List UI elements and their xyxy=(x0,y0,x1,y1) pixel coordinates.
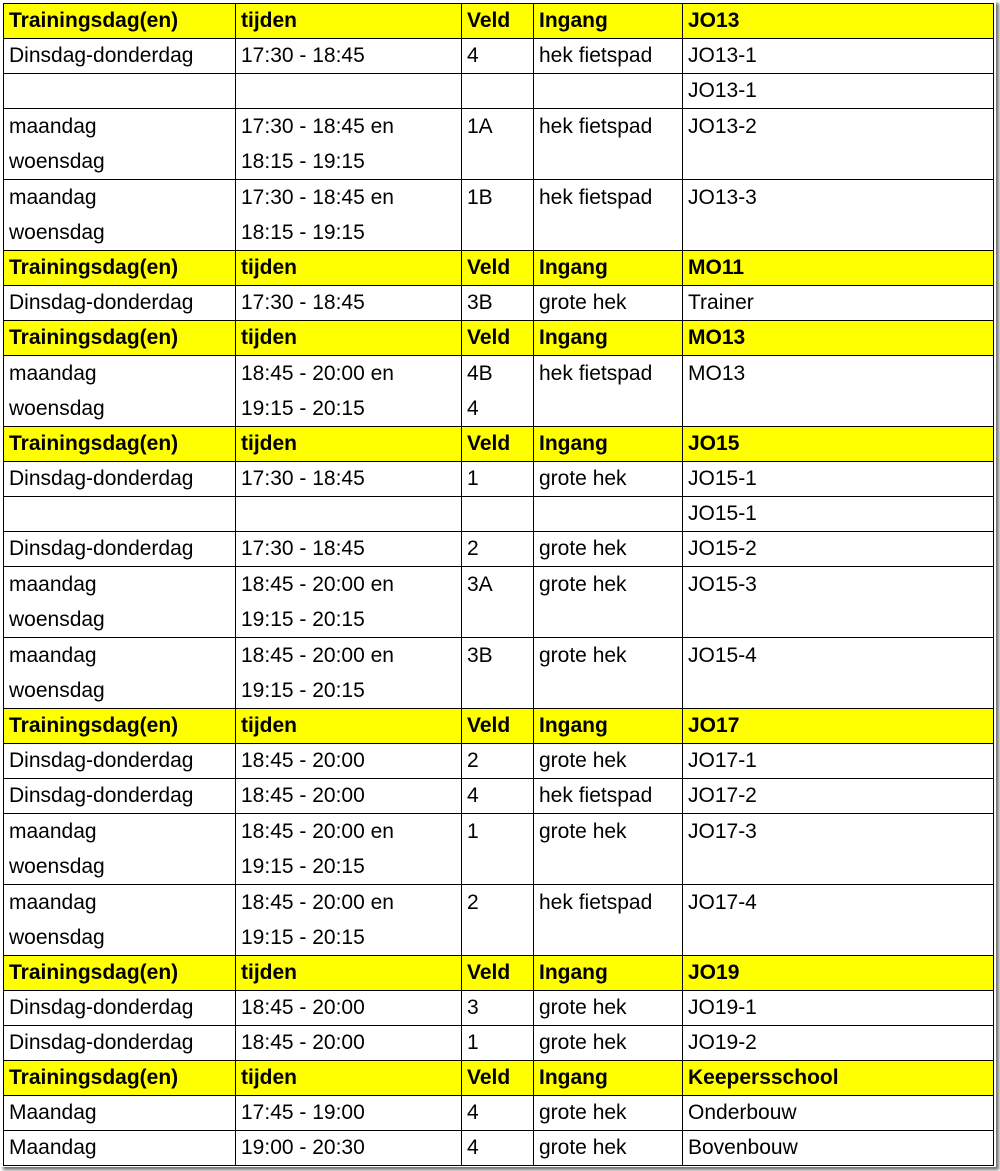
header-cell-trainingsdagen: Trainingsdag(en) xyxy=(4,709,236,744)
cell-tijden xyxy=(236,885,462,956)
cell-veld: 2 xyxy=(462,744,534,779)
cell-tijden xyxy=(236,180,462,251)
cell-line: 17:30 - 18:45 en xyxy=(241,115,394,138)
cell-line-empty xyxy=(539,602,677,637)
header-cell-trainingsdagen: Trainingsdag(en) xyxy=(4,4,236,39)
cell-line: woensdag xyxy=(9,679,105,702)
schedule-body xyxy=(4,4,994,1166)
cell-ingang xyxy=(534,885,683,956)
header-cell-trainingsdagen: Trainingsdag(en) xyxy=(4,956,236,991)
table-row xyxy=(4,180,994,251)
cell-ingang xyxy=(534,74,683,109)
cell-ingang: hek fietspad xyxy=(534,39,683,74)
table-row xyxy=(4,638,994,709)
cell-veld xyxy=(462,638,534,709)
cell-line-empty xyxy=(688,144,988,179)
cell-veld: 3 xyxy=(462,991,534,1026)
cell-ingang: grote hek xyxy=(534,744,683,779)
cell-line: 1B xyxy=(467,186,493,209)
table-row xyxy=(4,497,994,532)
cell-veld xyxy=(462,180,534,251)
cell-veld: 4 xyxy=(462,779,534,814)
cell-line-empty xyxy=(688,215,988,250)
section-header-row xyxy=(4,251,994,286)
cell-team xyxy=(683,638,994,709)
header-cell-team: JO17 xyxy=(683,709,994,744)
cell-line: 18:45 - 20:00 en xyxy=(241,891,394,914)
cell-team: JO17-1 xyxy=(683,744,994,779)
cell-trainingsdagen: Dinsdag-donderdag xyxy=(4,744,236,779)
table-row xyxy=(4,109,994,180)
cell-line: hek fietspad xyxy=(539,891,653,914)
cell-line: grote hek xyxy=(539,573,627,596)
cell-line: 4B xyxy=(467,362,493,385)
cell-line: 19:15 - 20:15 xyxy=(241,855,365,878)
header-cell-ingang: Ingang xyxy=(534,427,683,462)
cell-tijden: 18:45 - 20:00 xyxy=(236,991,462,1026)
cell-tijden: 18:45 - 20:00 xyxy=(236,744,462,779)
cell-trainingsdagen: Dinsdag-donderdag xyxy=(4,39,236,74)
cell-line: 18:45 - 20:00 en xyxy=(241,573,394,596)
section-header-row xyxy=(4,427,994,462)
cell-veld: 1 xyxy=(462,462,534,497)
header-cell-tijden: tijden xyxy=(236,427,462,462)
header-cell-veld: Veld xyxy=(462,4,534,39)
header-cell-trainingsdagen: Trainingsdag(en) xyxy=(4,1061,236,1096)
cell-line-empty xyxy=(467,144,528,179)
cell-line: hek fietspad xyxy=(539,362,653,385)
cell-line: 18:15 - 19:15 xyxy=(241,150,365,173)
cell-line-empty xyxy=(467,673,528,708)
table-row xyxy=(4,462,994,497)
cell-team: Bovenbouw xyxy=(683,1131,994,1166)
cell-team: Onderbouw xyxy=(683,1096,994,1131)
cell-line-empty xyxy=(467,920,528,955)
cell-veld: 2 xyxy=(462,532,534,567)
table-row xyxy=(4,286,994,321)
cell-team: JO17-2 xyxy=(683,779,994,814)
cell-ingang xyxy=(534,814,683,885)
table-row xyxy=(4,1096,994,1131)
cell-trainingsdagen xyxy=(4,567,236,638)
header-cell-team: JO19 xyxy=(683,956,994,991)
cell-veld: 4 xyxy=(462,39,534,74)
header-cell-tijden: tijden xyxy=(236,709,462,744)
table-row xyxy=(4,356,994,427)
cell-trainingsdagen xyxy=(4,109,236,180)
cell-veld xyxy=(462,74,534,109)
table-row xyxy=(4,885,994,956)
cell-line: 17:30 - 18:45 en xyxy=(241,186,394,209)
header-cell-veld: Veld xyxy=(462,427,534,462)
cell-tijden: 17:30 - 18:45 xyxy=(236,286,462,321)
cell-line-empty xyxy=(467,215,528,250)
cell-team: JO15-1 xyxy=(683,462,994,497)
cell-line: maandag xyxy=(9,573,97,596)
cell-ingang: grote hek xyxy=(534,286,683,321)
header-cell-trainingsdagen: Trainingsdag(en) xyxy=(4,427,236,462)
cell-ingang: grote hek xyxy=(534,1096,683,1131)
cell-line-empty xyxy=(539,391,677,426)
cell-line: 3A xyxy=(467,573,493,596)
cell-trainingsdagen xyxy=(4,74,236,109)
cell-trainingsdagen: Maandag xyxy=(4,1096,236,1131)
cell-line: woensdag xyxy=(9,608,105,631)
cell-team xyxy=(683,814,994,885)
cell-line: JO13-2 xyxy=(688,115,757,138)
cell-line: woensdag xyxy=(9,221,105,244)
header-cell-team: MO13 xyxy=(683,321,994,356)
cell-ingang: grote hek xyxy=(534,991,683,1026)
cell-tijden xyxy=(236,356,462,427)
section-header-row xyxy=(4,709,994,744)
header-cell-ingang: Ingang xyxy=(534,709,683,744)
cell-tijden xyxy=(236,814,462,885)
section-header-row xyxy=(4,1061,994,1096)
cell-ingang xyxy=(534,497,683,532)
cell-trainingsdagen xyxy=(4,814,236,885)
cell-veld xyxy=(462,356,534,427)
cell-trainingsdagen: Dinsdag-donderdag xyxy=(4,286,236,321)
cell-line: grote hek xyxy=(539,820,627,843)
cell-line-empty xyxy=(688,602,988,637)
cell-trainingsdagen xyxy=(4,180,236,251)
cell-tijden xyxy=(236,567,462,638)
header-cell-veld: Veld xyxy=(462,251,534,286)
table-row xyxy=(4,39,994,74)
cell-veld xyxy=(462,109,534,180)
cell-line: 1A xyxy=(467,115,493,138)
cell-ingang: grote hek xyxy=(534,462,683,497)
cell-line: 18:45 - 20:00 en xyxy=(241,644,394,667)
cell-team xyxy=(683,109,994,180)
table-row xyxy=(4,532,994,567)
cell-ingang: grote hek xyxy=(534,1131,683,1166)
header-cell-ingang: Ingang xyxy=(534,321,683,356)
cell-tijden: 17:45 - 19:00 xyxy=(236,1096,462,1131)
cell-line: maandag xyxy=(9,115,97,138)
cell-line: JO13-3 xyxy=(688,186,757,209)
cell-tijden: 17:30 - 18:45 xyxy=(236,462,462,497)
cell-line: 19:15 - 20:15 xyxy=(241,679,365,702)
table-row xyxy=(4,1131,994,1166)
cell-tijden xyxy=(236,497,462,532)
cell-line: 2 xyxy=(467,891,479,914)
cell-line: JO15-3 xyxy=(688,573,757,596)
cell-line: JO17-3 xyxy=(688,820,757,843)
cell-line-empty xyxy=(539,920,677,955)
header-cell-tijden: tijden xyxy=(236,956,462,991)
cell-veld xyxy=(462,567,534,638)
header-cell-ingang: Ingang xyxy=(534,251,683,286)
table-row xyxy=(4,779,994,814)
cell-ingang xyxy=(534,356,683,427)
cell-line: 19:15 - 20:15 xyxy=(241,926,365,949)
cell-line: JO17-4 xyxy=(688,891,757,914)
table-row xyxy=(4,1026,994,1061)
cell-tijden: 18:45 - 20:00 xyxy=(236,779,462,814)
section-header-row xyxy=(4,956,994,991)
cell-tijden xyxy=(236,109,462,180)
header-cell-team: Keepersschool xyxy=(683,1061,994,1096)
cell-line: woensdag xyxy=(9,926,105,949)
cell-veld xyxy=(462,814,534,885)
section-header-row xyxy=(4,4,994,39)
header-cell-team: MO11 xyxy=(683,251,994,286)
cell-team: JO15-2 xyxy=(683,532,994,567)
cell-trainingsdagen: Dinsdag-donderdag xyxy=(4,779,236,814)
cell-line: maandag xyxy=(9,186,97,209)
cell-line: 3B xyxy=(467,644,493,667)
cell-line: maandag xyxy=(9,644,97,667)
cell-veld: 1 xyxy=(462,1026,534,1061)
cell-tijden: 17:30 - 18:45 xyxy=(236,39,462,74)
cell-tijden: 19:00 - 20:30 xyxy=(236,1131,462,1166)
table-row xyxy=(4,991,994,1026)
cell-tijden: 18:45 - 20:00 xyxy=(236,1026,462,1061)
cell-line-empty xyxy=(688,920,988,955)
cell-trainingsdagen xyxy=(4,638,236,709)
cell-ingang: hek fietspad xyxy=(534,779,683,814)
cell-team: JO19-1 xyxy=(683,991,994,1026)
header-cell-ingang: Ingang xyxy=(534,4,683,39)
cell-line: maandag xyxy=(9,891,97,914)
header-cell-veld: Veld xyxy=(462,956,534,991)
cell-ingang xyxy=(534,638,683,709)
header-cell-team: JO15 xyxy=(683,427,994,462)
cell-line: maandag xyxy=(9,362,97,385)
training-schedule-table xyxy=(3,3,994,1166)
cell-line: woensdag xyxy=(9,855,105,878)
cell-line: woensdag xyxy=(9,397,105,420)
cell-line: 1 xyxy=(467,820,479,843)
cell-line-empty xyxy=(688,849,988,884)
cell-veld xyxy=(462,885,534,956)
cell-line: hek fietspad xyxy=(539,115,653,138)
header-cell-tijden: tijden xyxy=(236,251,462,286)
header-cell-trainingsdagen: Trainingsdag(en) xyxy=(4,321,236,356)
header-cell-tijden: tijden xyxy=(236,1061,462,1096)
cell-line-empty xyxy=(467,602,528,637)
cell-team xyxy=(683,356,994,427)
cell-team: Trainer xyxy=(683,286,994,321)
cell-team: JO15-1 xyxy=(683,497,994,532)
cell-trainingsdagen xyxy=(4,497,236,532)
header-cell-tijden: tijden xyxy=(236,321,462,356)
table-row xyxy=(4,567,994,638)
cell-line: 19:15 - 20:15 xyxy=(241,608,365,631)
header-cell-trainingsdagen: Trainingsdag(en) xyxy=(4,251,236,286)
cell-ingang xyxy=(534,180,683,251)
header-cell-veld: Veld xyxy=(462,1061,534,1096)
cell-veld: 3B xyxy=(462,286,534,321)
cell-line-empty xyxy=(688,673,988,708)
cell-line: 4 xyxy=(467,397,479,420)
cell-team xyxy=(683,567,994,638)
cell-trainingsdagen: Dinsdag-donderdag xyxy=(4,462,236,497)
cell-line-empty xyxy=(467,849,528,884)
cell-ingang: grote hek xyxy=(534,532,683,567)
cell-trainingsdagen: Maandag xyxy=(4,1131,236,1166)
cell-line: grote hek xyxy=(539,644,627,667)
cell-veld xyxy=(462,497,534,532)
cell-line: 19:15 - 20:15 xyxy=(241,397,365,420)
cell-trainingsdagen xyxy=(4,885,236,956)
header-cell-ingang: Ingang xyxy=(534,1061,683,1096)
cell-tijden: 17:30 - 18:45 xyxy=(236,532,462,567)
cell-ingang: grote hek xyxy=(534,1026,683,1061)
cell-line-empty xyxy=(539,673,677,708)
cell-trainingsdagen: Dinsdag-donderdag xyxy=(4,1026,236,1061)
cell-team xyxy=(683,180,994,251)
cell-line: MO13 xyxy=(688,362,746,385)
header-cell-veld: Veld xyxy=(462,321,534,356)
cell-team: JO13-1 xyxy=(683,39,994,74)
cell-line: maandag xyxy=(9,820,97,843)
cell-line: 18:45 - 20:00 en xyxy=(241,362,394,385)
cell-line: 18:45 - 20:00 en xyxy=(241,820,394,843)
cell-veld: 4 xyxy=(462,1131,534,1166)
header-cell-team: JO13 xyxy=(683,4,994,39)
cell-ingang xyxy=(534,109,683,180)
cell-line: hek fietspad xyxy=(539,186,653,209)
cell-line: 18:15 - 19:15 xyxy=(241,221,365,244)
cell-trainingsdagen: Dinsdag-donderdag xyxy=(4,991,236,1026)
cell-tijden xyxy=(236,638,462,709)
cell-tijden xyxy=(236,74,462,109)
cell-ingang xyxy=(534,567,683,638)
table-row xyxy=(4,744,994,779)
header-cell-ingang: Ingang xyxy=(534,956,683,991)
cell-veld: 4 xyxy=(462,1096,534,1131)
table-row xyxy=(4,814,994,885)
cell-line: JO15-4 xyxy=(688,644,757,667)
header-cell-tijden: tijden xyxy=(236,4,462,39)
cell-team: JO13-1 xyxy=(683,74,994,109)
header-cell-veld: Veld xyxy=(462,709,534,744)
section-header-row xyxy=(4,321,994,356)
cell-trainingsdagen: Dinsdag-donderdag xyxy=(4,532,236,567)
cell-team xyxy=(683,885,994,956)
cell-line-empty xyxy=(539,849,677,884)
cell-team: JO19-2 xyxy=(683,1026,994,1061)
cell-line-empty xyxy=(539,215,677,250)
cell-trainingsdagen xyxy=(4,356,236,427)
cell-line-empty xyxy=(688,391,988,426)
cell-line: woensdag xyxy=(9,150,105,173)
cell-line-empty xyxy=(539,144,677,179)
table-row xyxy=(4,74,994,109)
